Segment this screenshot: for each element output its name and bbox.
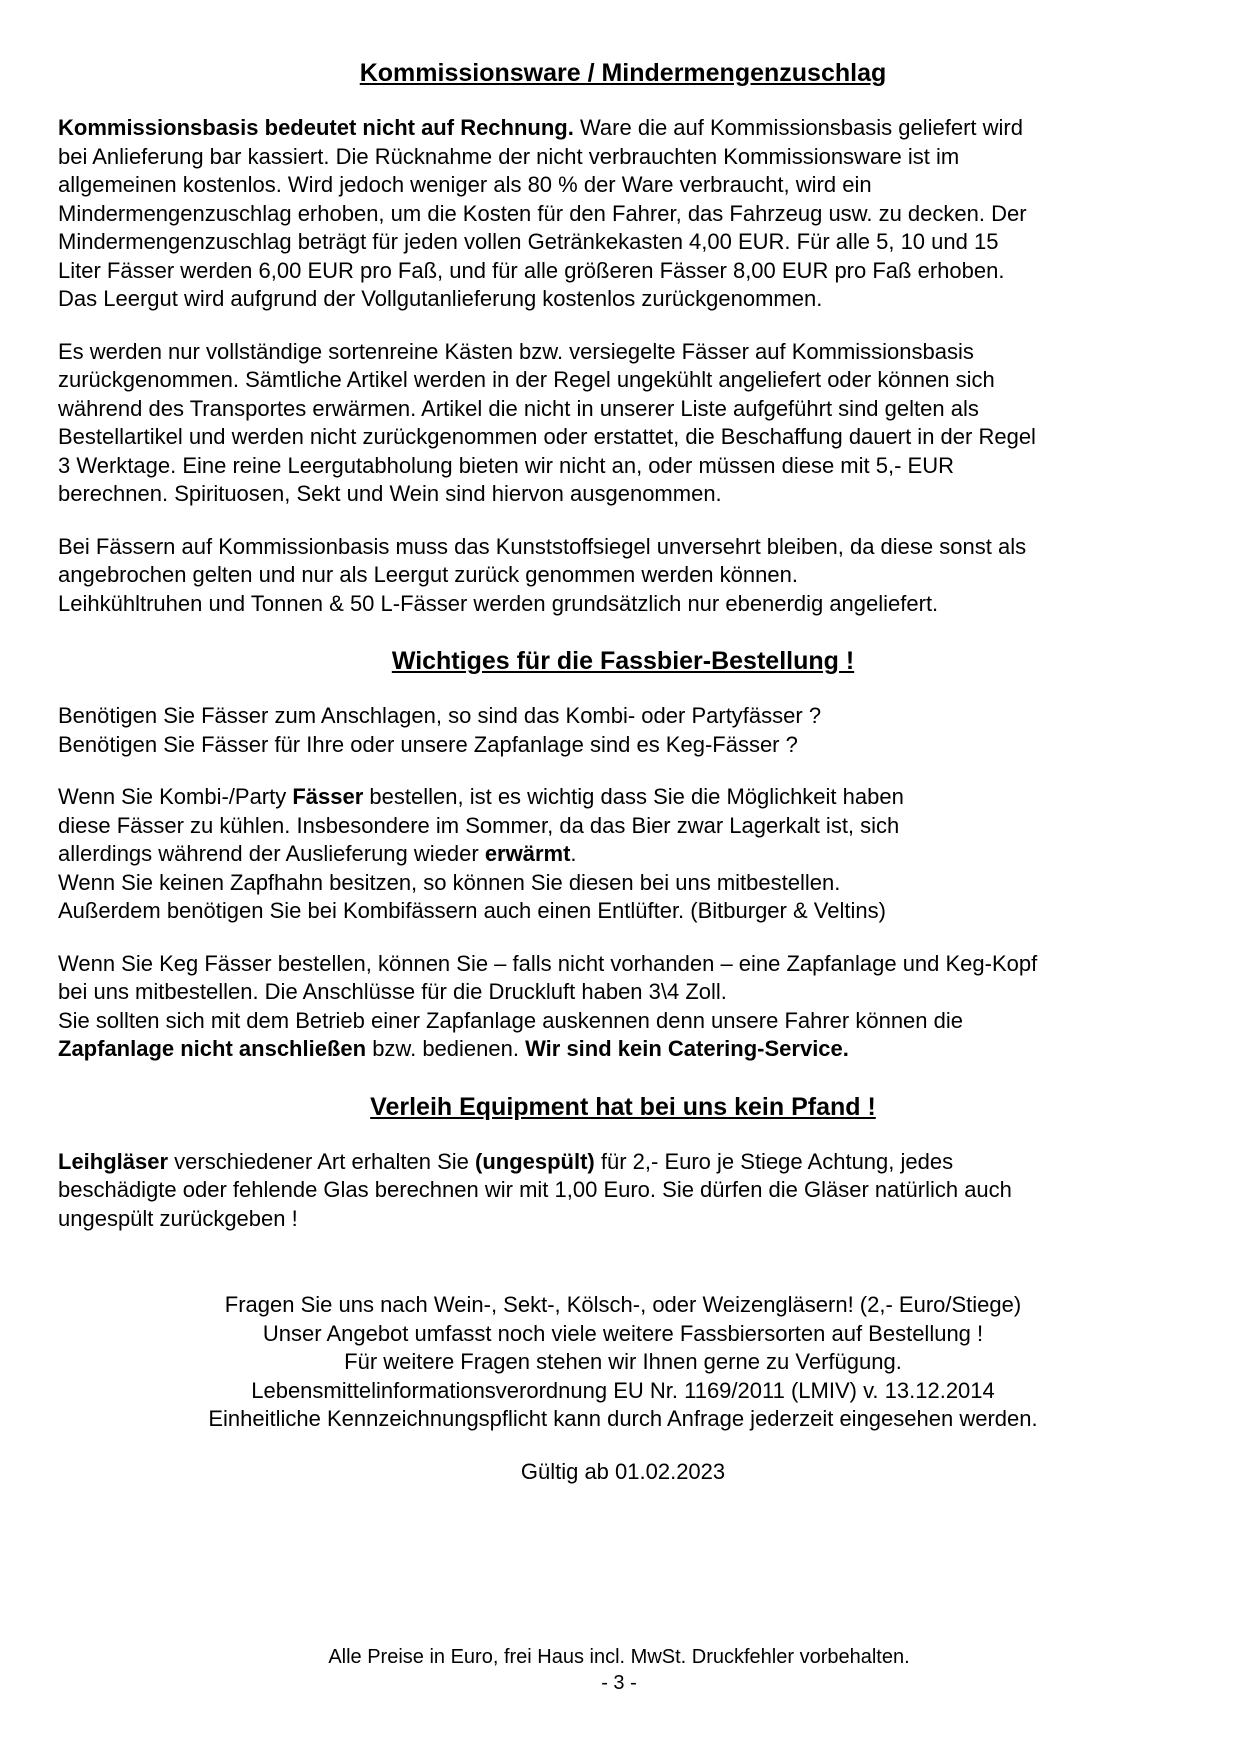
text-line (58, 783, 1188, 812)
section-title-verleih: Verleih Equipment hat bei uns kein Pfand ! (370, 1092, 876, 1121)
text-line: Außerdem benötigen Sie bei Kombifässern auch einen Entlüfter. (Bitburger & Veltins) (58, 898, 886, 923)
text-line: Fragen Sie uns nach Wein-, Sekt-, Kölsch-, oder Weizengläsern! (2,- Euro/Stiege) (224, 1292, 1022, 1317)
text-span: . (570, 841, 577, 866)
text-line: berechnen. Spirituosen, Sekt und Wein sind hiervon ausgenommen. (58, 481, 722, 506)
paragraph-kommission-1 (58, 114, 1188, 314)
bold-text: Zapfanlage nicht anschließen (58, 1036, 367, 1061)
bold-text: Leihgläser (58, 1148, 169, 1174)
text-span: Ware die auf Kommissionsbasis geliefert wird (573, 115, 1023, 140)
valid-date: Gültig ab 01.02.2023 (520, 1458, 726, 1484)
text-line: während des Transportes erwärmen. Artikel die nicht in unserer Liste aufgeführt sind gelten als (58, 395, 979, 421)
text-line: Für weitere Fragen stehen wir Ihnen gerne zu Verfügung. (344, 1349, 902, 1374)
text-line (58, 840, 1188, 869)
text-span: bestellen, ist es wichtig dass Sie die Möglichkeit haben (363, 784, 904, 809)
text-line: Sie sollten sich mit dem Betrieb einer Zapfanlage auskennen denn unsere Fahrer können die (58, 1007, 963, 1033)
text-line: Benötigen Sie Fässer für Ihre oder unsere Zapfanlage sind es Keg-Fässer ? (58, 731, 798, 757)
text-line: diese Fässer zu kühlen. Insbesondere im Sommer, da das Bier zwar Lagerkalt ist, sich (58, 812, 900, 838)
text-line: ungespült zurückgeben ! (58, 1205, 298, 1231)
text-line: Unser Angebot umfasst noch viele weitere Fassbiersorten auf Bestellung ! (262, 1320, 984, 1346)
paragraph-kommission-2 (58, 338, 1188, 509)
text-line: Bestellartikel und werden nicht zurückgenommen oder erstattet, die Beschaffung dauert in der Regel (58, 424, 1036, 449)
text-line: Das Leergut wird aufgrund der Vollgutanlieferung kostenlos zurückgenommen. (58, 286, 823, 311)
text-line: Leihkühltruhen und Tonnen & 50 L-Fässer werden grundsätzlich nur ebenerdig angeliefert. (58, 590, 939, 616)
text-line (58, 1035, 1188, 1064)
text-line: Wenn Sie Keg Fässer bestellen, können Sie – falls nicht vorhanden – eine Zapfanlage und Keg-Kopf (58, 950, 1038, 976)
page-number: - 3 - (601, 1672, 637, 1694)
text-span: Wenn Sie Kombi-/Party (58, 784, 293, 809)
text-line (58, 114, 1188, 143)
paragraph-fassbier-keg (58, 950, 1188, 1064)
text-line: Mindermengenzuschlag beträgt für jeden vollen Getränkekasten 4,00 EUR. Für alle 5, 10 und 15 (58, 229, 999, 254)
bold-text: Wir sind kein Catering-Service. (525, 1036, 849, 1061)
paragraph-verleih (58, 1148, 1188, 1234)
bold-text: Kommissionsbasis bedeutet nicht auf Rechnung. (58, 115, 574, 140)
text-line: Lebensmittelinformationsverordnung EU Nr. 1169/2011 (LMIV) v. 13.12.2014 (251, 1377, 995, 1403)
text-line: Bei Fässern auf Kommissionbasis muss das Kunststoffsiegel unversehrt bleiben, da diese sonst als (58, 533, 1027, 559)
text-span: allerdings während der Auslieferung wieder (58, 841, 485, 866)
text-line: Benötigen Sie Fässer zum Anschlagen, so sind das Kombi- oder Partyfässer ? (58, 703, 822, 728)
bold-text: erwärmt (484, 841, 571, 866)
paragraph-kommission-3 (58, 533, 1188, 619)
section-title-fassbier: Wichtiges für die Fassbier-Bestellung ! (391, 647, 855, 675)
text-line: bei uns mitbestellen. Die Anschlüsse für die Druckluft haben 3\4 Zoll. (58, 979, 727, 1004)
footer-note: Alle Preise in Euro, frei Haus incl. MwSt. Druckfehler vorbehalten. (328, 1646, 910, 1668)
info-block (58, 1291, 1188, 1486)
text-line: zurückgenommen. Sämtliche Artikel werden in der Regel ungekühlt angeliefert oder können sich (58, 367, 995, 392)
text-line: beschädigte oder fehlende Glas berechnen wir mit 1,00 Euro. Sie dürfen die Gläser natürlich auch (58, 1177, 1012, 1202)
document-page (58, 58, 1188, 1486)
paragraph-fassbier-kombi (58, 783, 1188, 926)
text-line: Liter Fässer werden 6,00 EUR pro Faß, und für alle größeren Fässer 8,00 EUR pro Faß erhoben. (58, 257, 1005, 283)
text-line: Es werden nur vollständige sortenreine Kästen bzw. versiegelte Fässer auf Kommissionsbasis (58, 338, 974, 364)
text-line: 3 Werktage. Eine reine Leergutabholung bieten wir nicht an, oder müssen diese mit 5,- EUR (58, 452, 954, 478)
text-span: verschiedener Art erhalten Sie (168, 1148, 475, 1174)
text-line: allgemeinen kostenlos. Wird jedoch weniger als 80 % der Ware verbraucht, wird ein (58, 172, 872, 197)
paragraph-fassbier-questions (58, 702, 1188, 759)
text-span: bzw. bedienen. (366, 1036, 526, 1061)
text-line: Wenn Sie keinen Zapfhahn besitzen, so können Sie diesen bei uns mitbestellen. (58, 869, 841, 895)
text-span: für 2,- Euro je Stiege Achtung, jedes (594, 1148, 954, 1174)
text-line: angebrochen gelten und nur als Leergut zurück genommen werden können. (58, 562, 798, 587)
bold-text: Fässer (292, 784, 364, 809)
text-line: Mindermengenzuschlag erhoben, um die Kosten für den Fahrer, das Fahrzeug usw. zu decken. Der (58, 200, 1027, 226)
section-title-kommission: Kommissionsware / Mindermengenzuschlag (359, 59, 887, 87)
text-line: Einheitliche Kennzeichnungspflicht kann durch Anfrage jederzeit eingesehen werden. (208, 1406, 1038, 1431)
text-line (58, 1148, 1188, 1177)
text-line: bei Anlieferung bar kassiert. Die Rücknahme der nicht verbrauchten Kommissionsware ist im (58, 143, 960, 169)
page-footer (0, 1644, 1238, 1696)
bold-text: (ungespült) (475, 1148, 595, 1174)
